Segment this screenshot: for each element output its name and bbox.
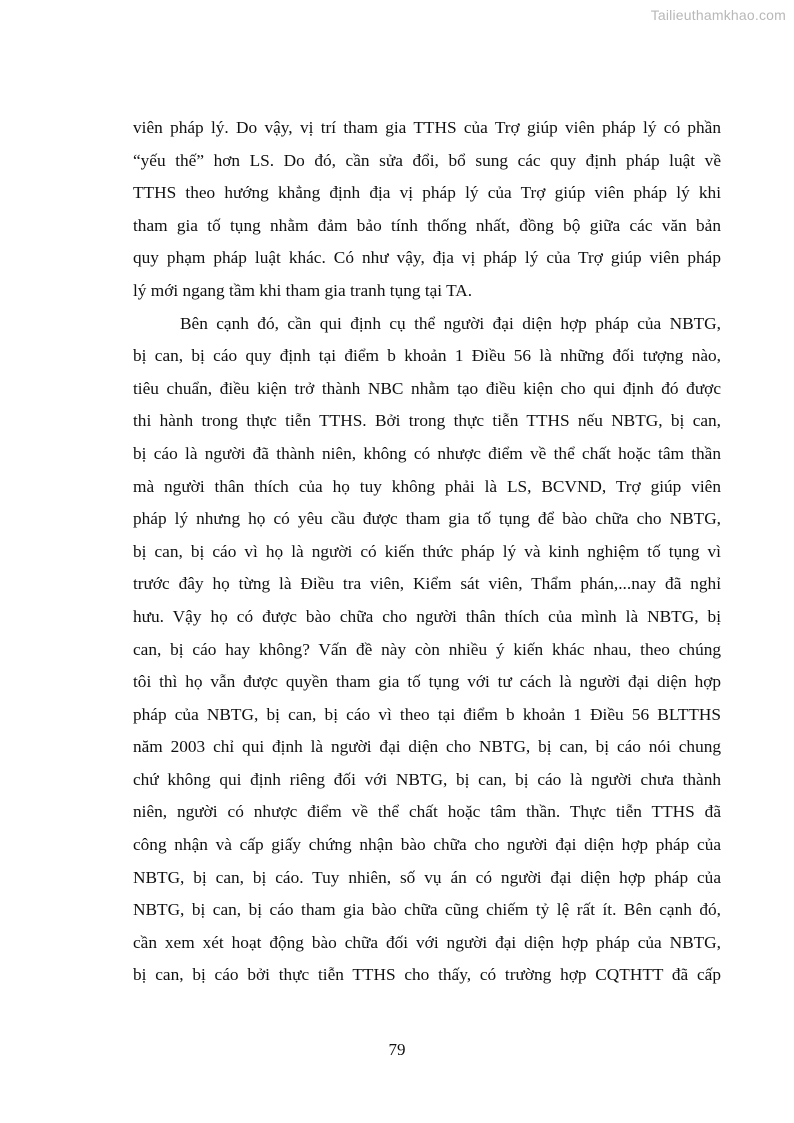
- text-line: TTHS theo hướng khẳng định địa vị pháp lý của Trợ giúp viên pháp lý khi: [133, 183, 721, 203]
- text-line: chứ không qui định riêng đối với NBTG, bị can, bị cáo là người chưa thành: [133, 769, 721, 789]
- text-line: bị cáo là người đã thành niên, không có nhược điểm về thể chất hoặc tâm thần: [133, 443, 721, 463]
- text-line: tôi thì họ vẫn được quyền tham gia tố tụng với tư cách là người đại diện hợp: [133, 672, 721, 692]
- document-body: [133, 112, 721, 992]
- text-line: “yếu thế” hơn LS. Do đó, cần sửa đổi, bổ sung các quy định pháp luật về: [133, 150, 721, 170]
- text-line: cần xem xét hoạt động bào chữa đối với người đại diện hợp pháp của NBTG,: [133, 932, 721, 952]
- text-line: công nhận và cấp giấy chứng nhận bào chữa cho người đại diện hợp pháp của: [133, 835, 721, 855]
- text-line: tiêu chuẩn, điều kiện trở thành NBC nhằm tạo điều kiện cho qui định đó được: [133, 378, 721, 398]
- text-line: mà người thân thích của họ tuy không phải là LS, BCVND, Trợ giúp viên: [133, 476, 721, 496]
- paragraph-2: [133, 308, 721, 992]
- text-line: thi hành trong thực tiễn TTHS. Bởi trong thực tiễn TTHS nếu NBTG, bị can,: [133, 411, 721, 431]
- text-line: NBTG, bị can, bị cáo. Tuy nhiên, số vụ án có người đại diện hợp pháp của: [133, 867, 721, 887]
- text-line: pháp của NBTG, bị can, bị cáo vì theo tại điểm b khoản 1 Điều 56 BLTTHS: [133, 704, 721, 724]
- text-line: bị can, bị cáo quy định tại điểm b khoản 1 Điều 56 là những đối tượng nào,: [133, 346, 721, 366]
- text-line: lý mới ngang tầm khi tham gia tranh tụng tại TA.: [133, 280, 473, 300]
- page-number: 79: [388, 1040, 406, 1059]
- site-watermark: Tailieuthamkhao.com: [650, 7, 786, 23]
- paragraph-1: [133, 112, 721, 308]
- text-line: pháp lý nhưng họ có yêu cầu được tham gia tố tụng để bào chữa cho NBTG,: [133, 509, 721, 529]
- text-line: niên, người có nhược điểm về thể chất hoặc tâm thần. Thực tiễn TTHS đã: [133, 802, 721, 822]
- text-line: hưu. Vậy họ có được bào chữa cho người thân thích của mình là NBTG, bị: [133, 606, 721, 626]
- text-line: NBTG, bị can, bị cáo tham gia bào chữa cũng chiếm tỷ lệ rất ít. Bên cạnh đó,: [133, 900, 721, 920]
- text-line: bị can, bị cáo bởi thực tiễn TTHS cho thấy, có trường hợp CQTHTT đã cấp: [133, 965, 721, 985]
- text-line: quy phạm pháp luật khác. Có như vậy, địa vị pháp lý của Trợ giúp viên pháp: [133, 248, 721, 268]
- text-line: can, bị cáo hay không? Vấn đề này còn nhiều ý kiến khác nhau, theo chúng: [133, 639, 721, 659]
- text-line: năm 2003 chỉ qui định là người đại diện cho NBTG, bị can, bị cáo nói chung: [133, 737, 721, 757]
- text-line: trước đây họ từng là Điều tra viên, Kiểm sát viên, Thẩm phán,...nay đã nghỉ: [133, 574, 721, 594]
- text-line: bị can, bị cáo vì họ là người có kiến thức pháp lý và kinh nghiệm tố tụng vì: [133, 541, 721, 561]
- text-line: tham gia tố tụng nhằm đảm bảo tính thống nhất, đồng bộ giữa các văn bản: [133, 215, 721, 235]
- text-line: Bên cạnh đó, cần qui định cụ thể người đại diện hợp pháp của NBTG,: [180, 313, 721, 333]
- text-line: viên pháp lý. Do vậy, vị trí tham gia TTHS của Trợ giúp viên pháp lý có phần: [133, 118, 721, 137]
